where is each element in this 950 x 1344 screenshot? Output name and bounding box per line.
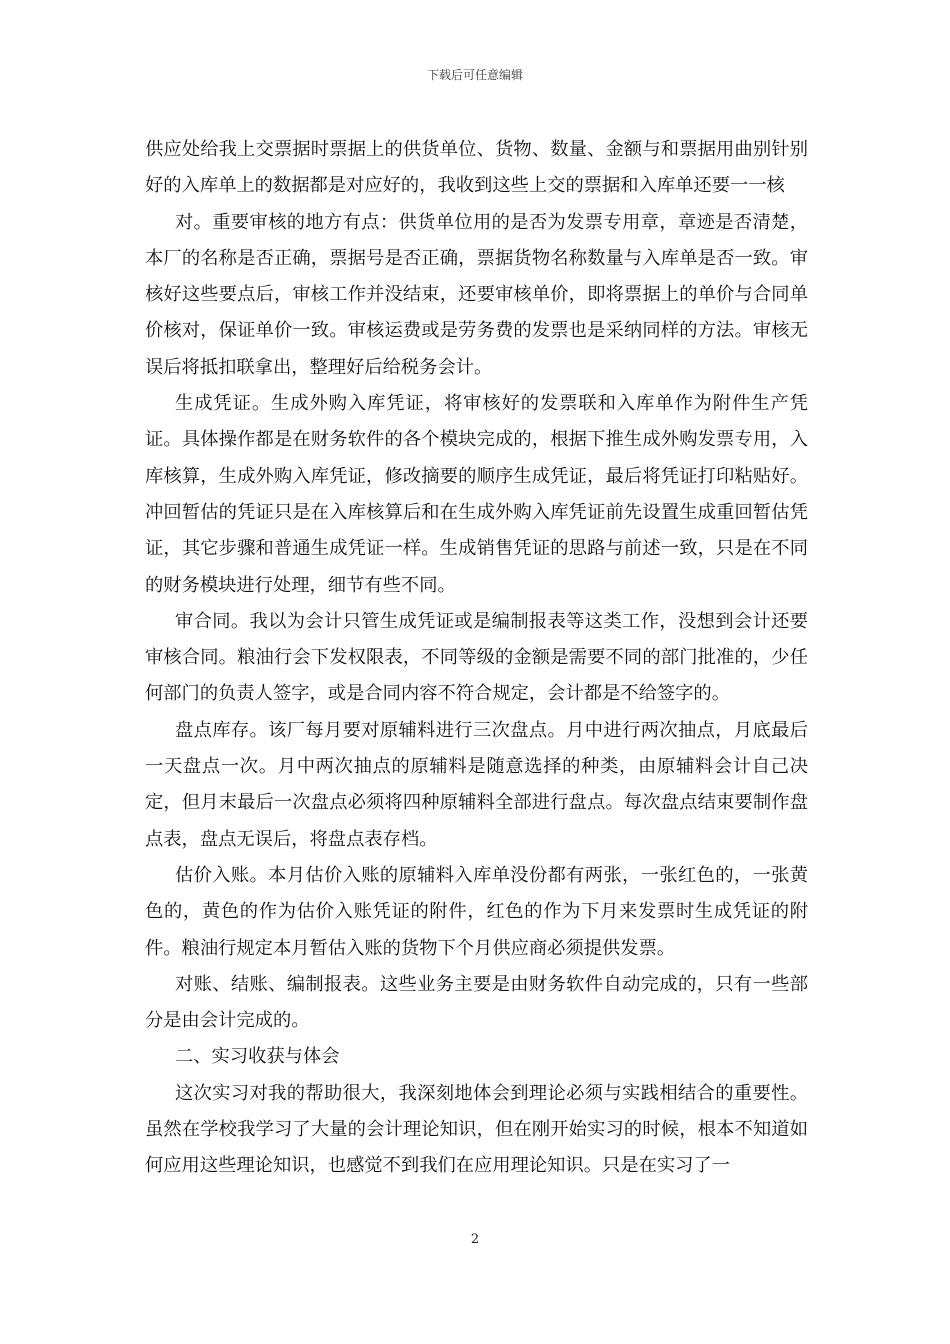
page-header: 下载后可任意编辑: [426, 68, 523, 82]
section-heading: 二、实习收获与体会: [175, 1046, 340, 1068]
paragraph-5: 盘点库存。该厂每月要对原辅料进行三次盘点。月中进行两次抽点，月底最后一天盘点一次。月中两次抽点的原辅料是随意选择的种类，由原辅料会计自己决定，但月末最后一次盘点必须将四种原辅料全部进行盘点。每次盘点结束要制作盘点表，盘点无误后，将盘点表存档。: [145, 719, 808, 850]
paragraph-2: 对。重要审核的地方有点：供货单位用的是否为发票专用章，章迹是否清楚，本厂的名称是否正确，票据号是否正确，票据货物名称数量与入库单是否一致。审核好这些要点后，审核工作并没结束，还要审核单价，即将票据上的单价与合同单价核对，保证单价一致。审核运费或是劳务费的发票也是采纳同样的方法。审核无误后将抵扣联拿出，整理好后给税务会计。: [145, 211, 808, 378]
paragraph-7: 对账、结账、编制报表。这些业务主要是由财务软件自动完成的，只有一些部分是由会计完成的。: [145, 973, 808, 1032]
paragraph-4: 审合同。我以为会计只管生成凭证或是编制报表等这类工作，没想到会计还要审核合同。粮油行会下发权限表，不同等级的金额是需要不同的部门批准的，少任何部门的负责人签字，或是合同内容不符合规定，会计都是不给签字的。: [145, 610, 808, 705]
paragraph-3: 生成凭证。生成外购入库凭证，将审核好的发票联和入库单作为附件生产凭证。具体操作都是在财务软件的各个模块完成的，根据下推生成外购发票专用，入库核算，生成外购入库凭证，修改摘要的顺序生成凭证，最后将凭证打印粘贴好。冲回暂估的凭证只是在入库核算后和在生成外购入库凭证前先设置生成重回暂估凭证，其它步骤和普通生成凭证一样。生成销售凭证的思路与前述一致，只是在不同的财务模块进行处理，细节有些不同。: [145, 393, 808, 596]
paragraph-9: 这次实习对我的帮助很大，我深刻地体会到理论必须与实践相结合的重要性。虽然在学校我学习了大量的会计理论知识，但在刚开始实习的时候，根本不知道如何应用这些理论知识，也感觉不到我们在应用理论知识。只是在实习了一: [145, 1082, 808, 1177]
page-number: 2: [470, 1232, 480, 1247]
document-body: [145, 132, 808, 1185]
paragraph-6: 估价入账。本月估价入账的原辅料入库单没份都有两张，一张红色的，一张黄色的，黄色的作为估价入账凭证的附件，红色的作为下月来发票时生成凭证的附件。粮油行规定本月暂估入账的货物下个月供应商必须提供发票。: [145, 864, 808, 959]
paragraph-1: 供应处给我上交票据时票据上的供货单位、货物、数量、金额与和票据用曲别针别好的入库单上的数据都是对应好的，我收到这些上交的票据和入库单还要一一核: [145, 139, 808, 197]
